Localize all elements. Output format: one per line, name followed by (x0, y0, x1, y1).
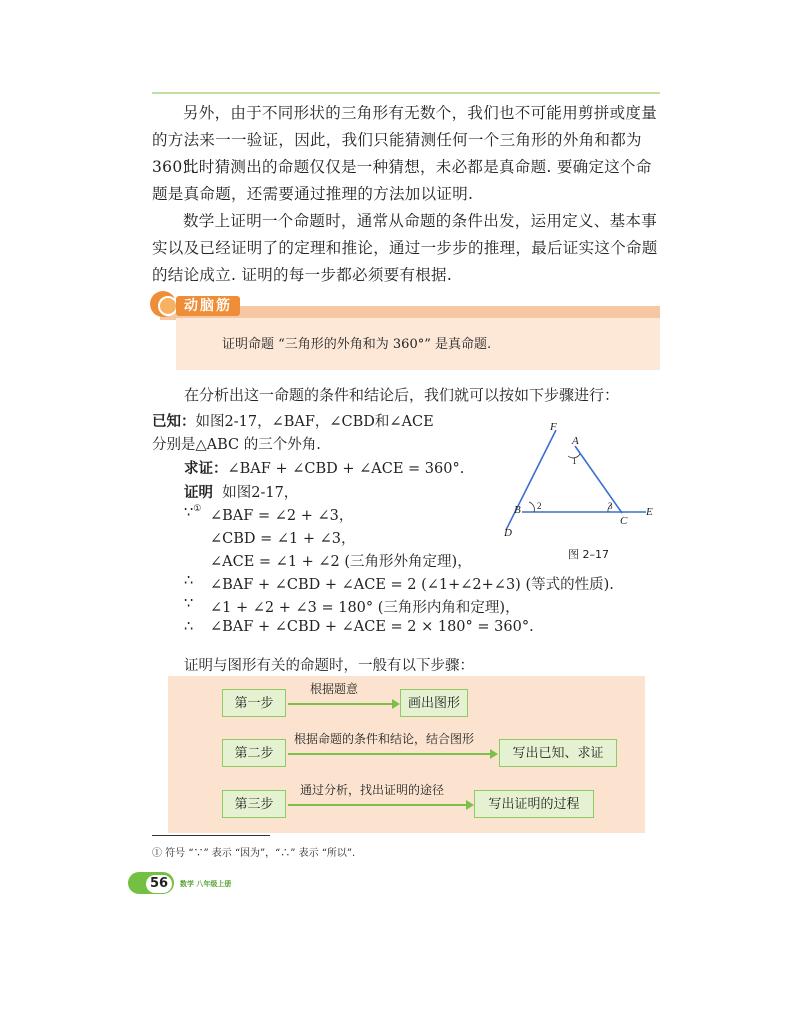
given-text: 如图2-17，∠BAF，∠CBD和∠ACE (195, 414, 434, 430)
proof-step-text: ∠BAF + ∠CBD + ∠ACE = 2 (∠1+∠2+∠3) (等式的性质). (210, 577, 614, 593)
label-angle-1: 1 (572, 456, 577, 466)
proof-step-4 (184, 573, 614, 593)
flow-arrow-label-1: 根据题意 (310, 682, 359, 696)
prove-label: 求证： (184, 461, 228, 477)
flow-step-3: 第三步 (222, 790, 286, 818)
proof-step-text: ∠BAF = ∠2 + ∠3， (210, 508, 354, 524)
flow-arrow-3 (288, 804, 468, 806)
proof-step-text: ∠1 + ∠2 + ∠3 = 180° (三角形内角和定理)， (210, 600, 520, 616)
given-label: 已知： (152, 414, 196, 430)
label-D: D (504, 527, 512, 539)
flow-arrow-label-3: 通过分析，找出证明的途径 (300, 783, 445, 797)
book-title: 数学 八年级上册 (180, 880, 232, 888)
flow-arrow-2 (288, 753, 492, 755)
proof-step-text: ∠BAF + ∠CBD + ∠ACE = 2 × 180° = 360°. (210, 619, 534, 635)
proof-step-symbol: ∵ (184, 504, 194, 521)
paragraph-1: 另外，由于不同形状的三角形有无数个，我们也不可能用剪拼或度量的方法来一一验证，因此，我们只能猜测任何一个三角形的外角和都为 360°. (152, 104, 658, 176)
label-B: B (514, 504, 521, 516)
flow-arrow-1 (288, 703, 394, 705)
angle-arc-2 (529, 502, 534, 512)
proof-intro: 在分析出这一命题的条件和结论后，我们就可以按如下步骤进行： (184, 386, 620, 404)
label-F: F (550, 421, 557, 433)
proof-step-symbol: ∴ (184, 619, 194, 635)
proof-text: 如图2-17， (222, 485, 299, 501)
highlight-title: 动脑筋 (176, 296, 240, 316)
given-text-2: 分别是△ABC 的三个外角. (152, 437, 321, 453)
line-AC (575, 446, 622, 513)
proof-step-2: ∠CBD = ∠1 + ∠3， (210, 531, 356, 547)
label-C: C (620, 515, 628, 527)
footnote-marker: ① (193, 504, 202, 514)
label-A: A (572, 435, 579, 447)
flow-step-1: 第一步 (222, 689, 286, 717)
paragraph-2: 此时猜测出的命题仅仅是一种猜想，未必都是真命题. 要确定这个命题是真命题，还需要通过推理的方法加以证明. (152, 158, 652, 203)
page-number: 56 (146, 875, 172, 893)
proof-step-symbol: ∵ (184, 596, 194, 612)
brain-icon-inner (158, 296, 178, 316)
label-angle-2: 2 (537, 501, 542, 511)
flow-step-2: 第二步 (222, 739, 286, 767)
proof-step-1 (184, 504, 354, 524)
flow-result-3: 写出证明的过程 (474, 790, 594, 818)
figure-caption: 图 2–17 (568, 548, 609, 561)
flow-arrow-label-2: 根据命题的条件和结论，结合图形 (294, 732, 475, 746)
highlight-text: 证明命题 “三角形的外角和为 360°” 是真命题. (222, 337, 492, 352)
proof-step-symbol: ∴ (184, 573, 194, 589)
label-angle-3: 3 (608, 501, 613, 511)
proof-step-5 (184, 596, 520, 616)
proof-step-6 (184, 619, 534, 635)
top-divider (152, 92, 660, 94)
flow-result-2: 写出已知、求证 (499, 739, 617, 767)
prove-text: ∠BAF + ∠CBD + ∠ACE = 360°. (227, 461, 465, 477)
paragraph-3: 数学上证明一个命题时，通常从命题的条件出发，运用定义、基本事实以及已经证明了的定理和推论，通过一步步的推理，最后证实这个命题的结论成立. 证明的每一步都必须要有根据. (152, 212, 658, 284)
steps-intro: 证明与图形有关的命题时，一般有以下步骤： (184, 658, 474, 674)
label-E: E (646, 506, 653, 518)
proof-label: 证明 (184, 485, 213, 501)
flow-result-1: 画出图形 (400, 689, 468, 717)
flow-diagram (168, 676, 645, 833)
footnote: ① 符号 “∵” 表示 “因为”，“∴” 表示 “所以”. (152, 848, 356, 859)
triangle-figure (498, 418, 668, 563)
footnote-divider (152, 835, 270, 836)
proof-step-3: ∠ACE = ∠1 + ∠2 (三角形外角定理)， (210, 554, 472, 570)
